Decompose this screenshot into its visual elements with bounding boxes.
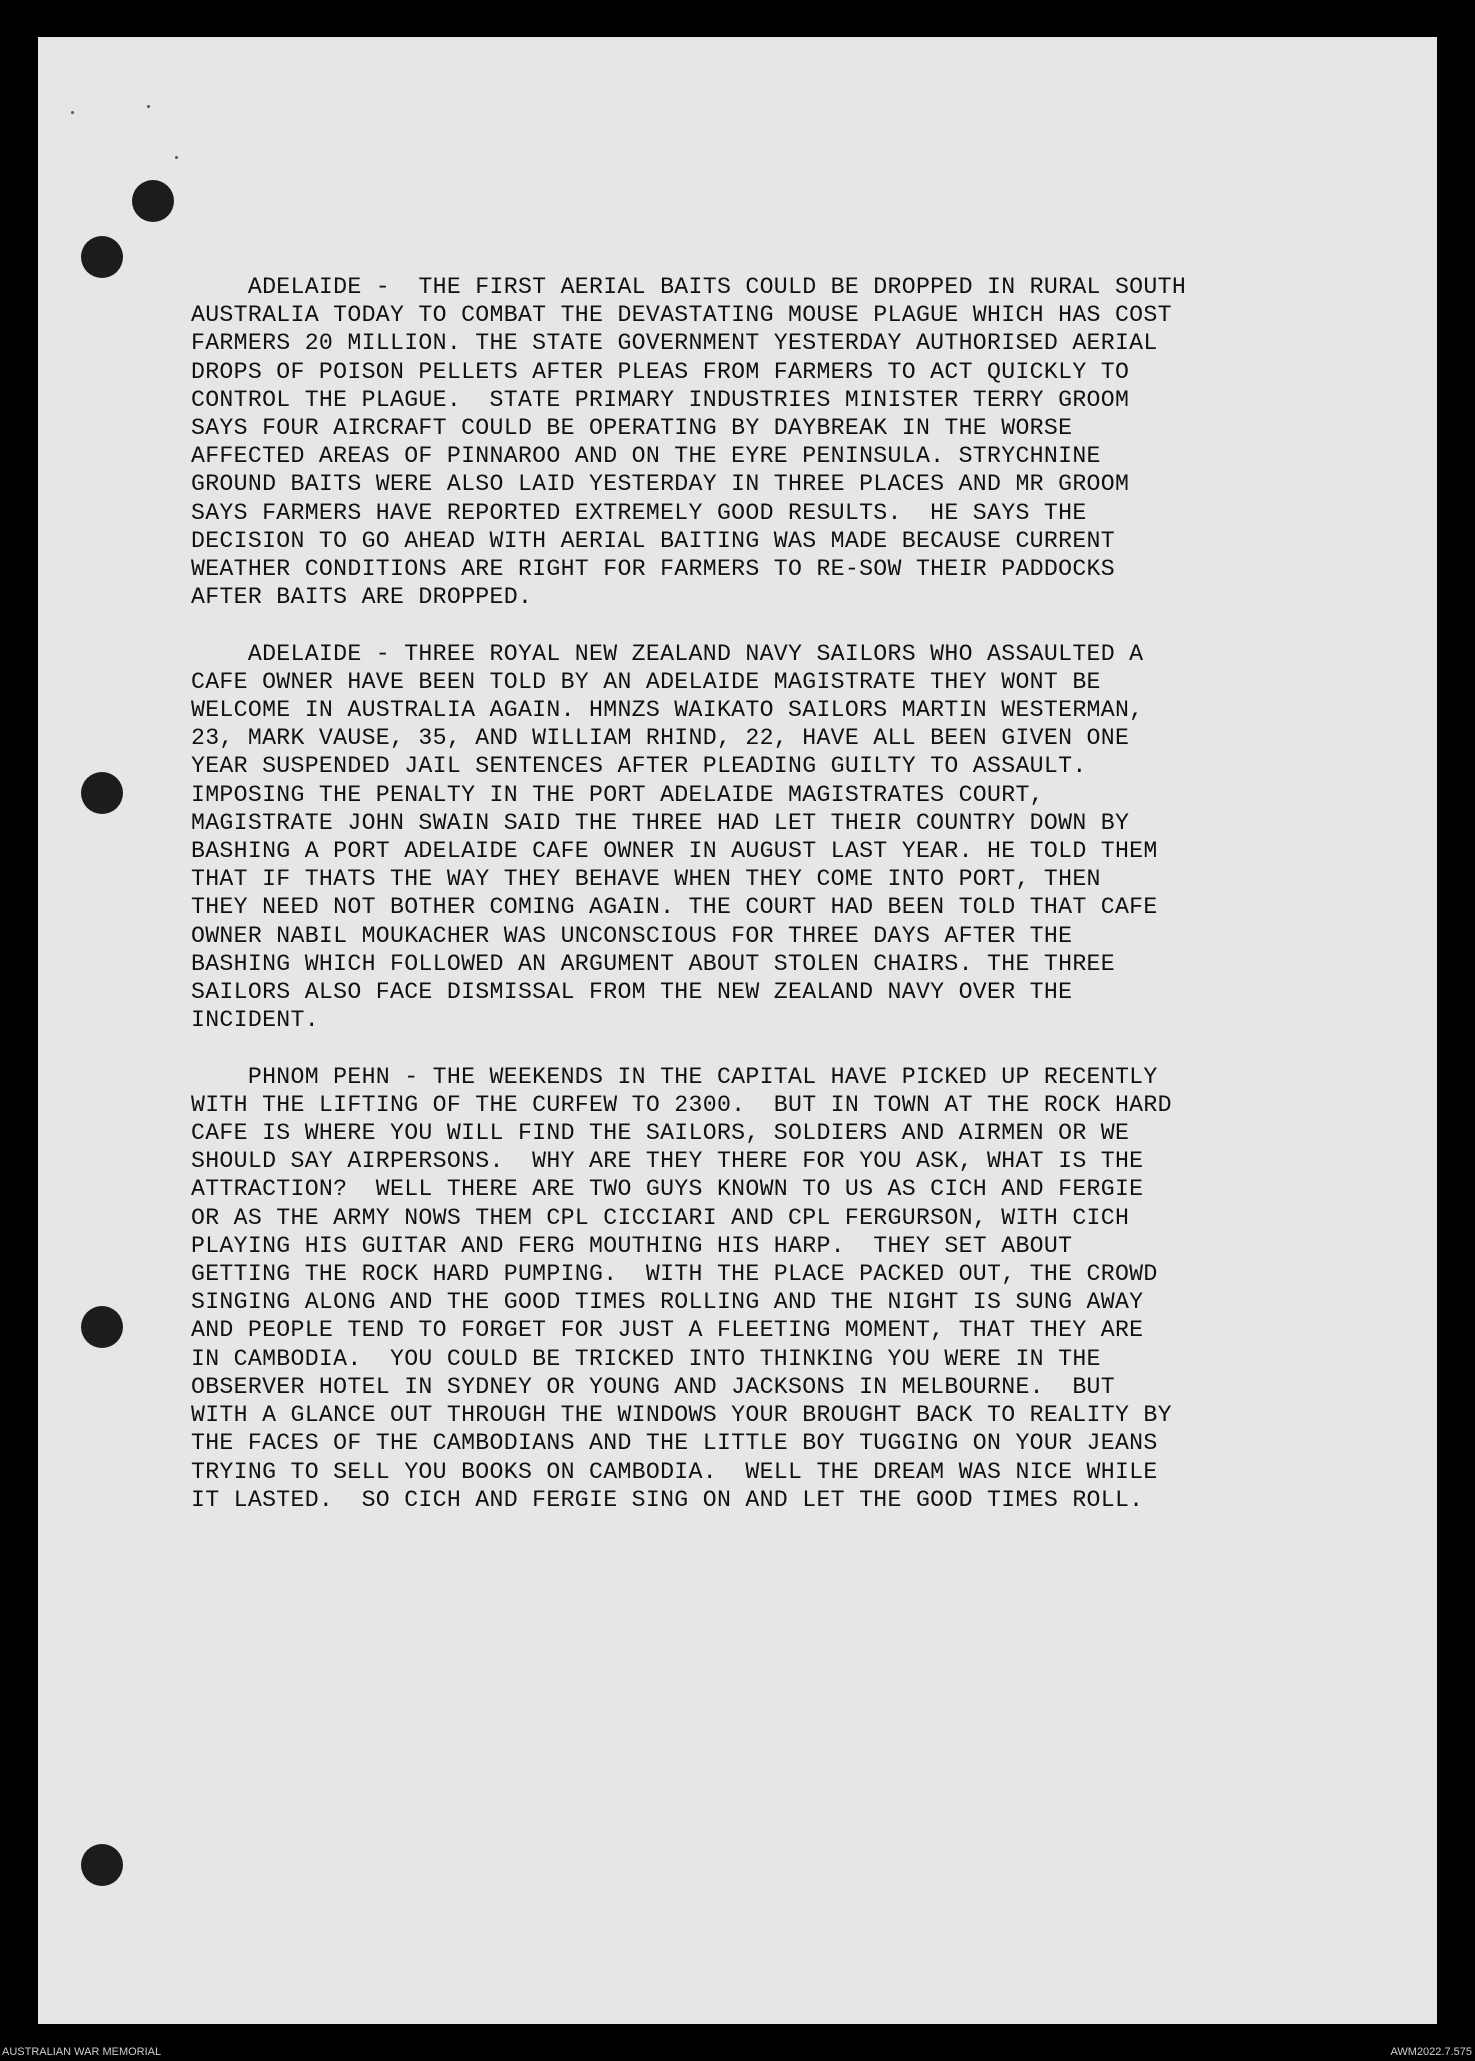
news-item-phnom-penh-rock-hard-cafe: PHNOM PEHN - THE WEEKENDS IN THE CAPITAL HAVE PICKED UP RECENTLY WITH THE LIFTING OF THE CURFEW TO 2300. BUT IN TOWN AT THE ROCK HARD CAFE IS WHERE YOU WILL FIND THE SAILORS, SOLDIERS AND AIRMEN OR WE SHOULD SAY AIRPERSONS. WHY ARE THEY THERE FOR YOU ASK, WHAT IS THE ATTRACTION? WELL THERE ARE TWO GUYS KNOWN TO US AS CICH AND FERGIE OR AS THE ARMY NOWS THEM CPL CICCIARI AND CPL FERGURSON, WITH CICH PLAYING HIS GUITAR AND FERG MOUTHING HIS HARP. THEY SET ABOUT GETTING THE ROCK HARD PUMPING. WITH THE PLACE PACKED OUT, THE CROWD SINGING ALONG AND THE GOOD TIMES ROLLING AND THE NIGHT IS SUNG AWAY AND PEOPLE TEND TO FORGET FOR JUST A FLEETING MOMENT, THAT THEY ARE IN CAMBODIA. YOU COULD BE TRICKED INTO THINKING YOU WERE IN THE OBSERVER HOTEL IN SYDNEY OR YOUNG AND JACKSONS IN MELBOURNE. BUT WITH A GLANCE OUT THROUGH THE WINDOWS YOUR BROUGHT BACK TO REALITY BY THE FACES OF THE CAMBODIANS AND THE LITTLE BOY TUGGING ON YOUR JEANS TRYING TO SELL YOU BOOKS ON CAMBODIA. WELL THE DREAM WAS NICE WHILE IT LASTED. SO CICH AND FERGIE SING ON AND LET THE GOOD TIMES ROLL. [191,1063,1172,1513]
punch-hole [132,180,174,222]
paper-speck [71,111,74,114]
document-body [191,273,1351,1542]
footer-institution: AUSTRALIAN WAR MEMORIAL [2,2046,162,2058]
paper-speck [175,156,178,159]
punch-hole [81,1844,123,1886]
news-item-adelaide-mouse-plague: ADELAIDE - THE FIRST AERIAL BAITS COULD BE DROPPED IN RURAL SOUTH AUSTRALIA TODAY TO COMBAT THE DEVASTATING MOUSE PLAGUE WHICH HAS COST FARMERS 20 MILLION. THE STATE GOVERNMENT YESTERDAY AUTHORISED AERIAL DROPS OF POISON PELLETS AFTER PLEAS FROM FARMERS TO ACT QUICKLY TO CONTROL THE PLAGUE. STATE PRIMARY INDUSTRIES MINISTER TERRY GROOM SAYS FOUR AIRCRAFT COULD BE OPERATING BY DAYBREAK IN THE WORSE AFFECTED AREAS OF PINNAROO AND ON THE EYRE PENINSULA. STRYCHNINE GROUND BAITS WERE ALSO LAID YESTERDAY IN THREE PLACES AND MR GROOM SAYS FARMERS HAVE REPORTED EXTREMELY GOOD RESULTS. HE SAYS THE DECISION TO GO AHEAD WITH AERIAL BAITING WAS MADE BECAUSE CURRENT WEATHER CONDITIONS ARE RIGHT FOR FARMERS TO RE-SOW THEIR PADDOCKS AFTER BAITS ARE DROPPED. [191,274,1187,611]
footer-accession-number: AWM2022.7.575 [1390,2046,1472,2058]
paper-speck [147,105,150,108]
punch-hole [81,1306,123,1348]
punch-hole [81,236,123,278]
news-item-adelaide-navy-sailors: ADELAIDE - THREE ROYAL NEW ZEALAND NAVY SAILORS WHO ASSAULTED A CAFE OWNER HAVE BEEN TOLD BY AN ADELAIDE MAGISTRATE THEY WONT BE WELCOME IN AUSTRALIA AGAIN. HMNZS WAIKATO SAILORS MARTIN WESTERMAN, 23, MARK VAUSE, 35, AND WILLIAM RHIND, 22, HAVE ALL BEEN GIVEN ONE YEAR SUSPENDED JAIL SENTENCES AFTER PLEADING GUILTY TO ASSAULT. IMPOSING THE PENALTY IN THE PORT ADELAIDE MAGISTRATES COURT, MAGISTRATE JOHN SWAIN SAID THE THREE HAD LET THEIR COUNTRY DOWN BY BASHING A PORT ADELAIDE CAFE OWNER IN AUGUST LAST YEAR. HE TOLD THEM THAT IF THATS THE WAY THEY BEHAVE WHEN THEY COME INTO PORT, THEN THEY NEED NOT BOTHER COMING AGAIN. THE COURT HAD BEEN TOLD THAT CAFE OWNER NABIL MOUKACHER WAS UNCONSCIOUS FOR THREE DAYS AFTER THE BASHING WHICH FOLLOWED AN ARGUMENT ABOUT STOLEN CHAIRS. THE THREE SAILORS ALSO FACE DISMISSAL FROM THE NEW ZEALAND NAVY OVER THE INCIDENT. [191,640,1158,1034]
punch-hole [81,772,123,814]
